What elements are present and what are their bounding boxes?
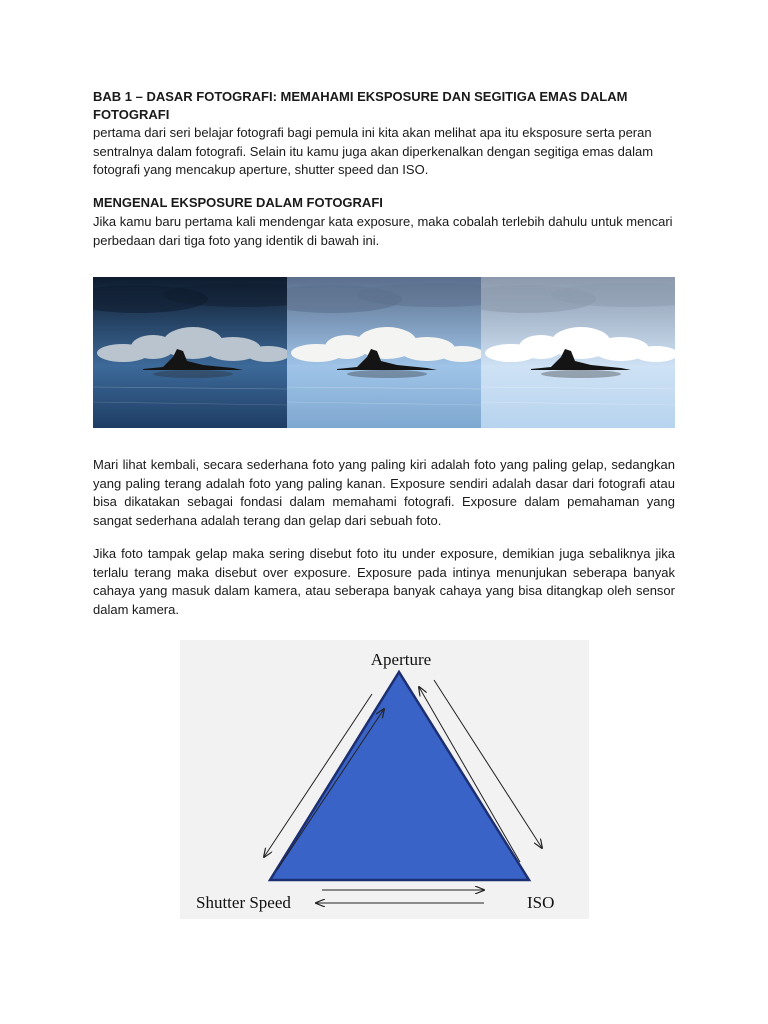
exposure-comparison-photos xyxy=(93,277,675,428)
section-intro-paragraph: Jika kamu baru pertama kali mendengar kata exposure, maka cobalah terlebih dahulu untuk mencari perbedaan dari tiga foto yang identik di bawah ini. xyxy=(93,214,673,248)
intro-paragraph: pertama dari seri belajar fotografi bagi pemula ini kita akan melihat apa itu eksposure serta peran sentralnya dalam fotografi. Selain itu kamu juga akan diperkenalkan dengan segitiga emas dalam fotografi yang mencakup aperture, shutter speed dan ISO. xyxy=(93,125,654,177)
document-title: BAB 1 – DASAR FOTOGRAFI: MEMAHAMI EKSPOSURE DAN SEGITIGA EMAS DALAM FOTOGRAFI xyxy=(93,89,628,122)
label-shutter-speed: Shutter Speed xyxy=(196,893,291,912)
photo-dark-image xyxy=(93,277,287,428)
exposure-triangle-svg xyxy=(180,640,589,919)
photo-bright-image xyxy=(481,277,675,428)
paragraph-3-text: Jika foto tampak gelap maka sering disebut foto itu under exposure, demikian juga sebaliknya jika terlalu terang maka disebut over exposure. Exposure pada intinya menunjukan seberapa banyak cahaya yang masuk dalam kamera, atau seberapa banyak cahaya yang bisa ditangkap oleh sensor dalam kamera. xyxy=(93,546,675,617)
exposure-triangle xyxy=(270,672,529,880)
section-heading: MENGENAL EKSPOSURE DALAM FOTOGRAFI xyxy=(93,195,383,210)
photo-medium-image xyxy=(287,277,481,428)
photo-dark xyxy=(93,277,287,428)
paragraph-2-text: Mari lihat kembali, secara sederhana foto yang paling kiri adalah foto yang paling gelap, sedangkan yang paling terang adalah foto yang paling kanan. Exposure sendiri adalah dasar dari fotografi atau bisa dikatakan sebagai fondasi dalam memahami fotografi. Exposure dalam pemahaman yang sangat sederhana adalah terang dan gelap dari sebuah foto. xyxy=(93,457,675,528)
label-iso: ISO xyxy=(527,893,555,912)
photo-bright xyxy=(481,277,675,428)
photo-medium xyxy=(287,277,481,428)
exposure-triangle-diagram xyxy=(180,640,589,919)
label-aperture: Aperture xyxy=(370,650,432,669)
paragraph-under-over-exposure xyxy=(93,545,675,619)
paragraph-exposure-basics xyxy=(93,456,675,530)
